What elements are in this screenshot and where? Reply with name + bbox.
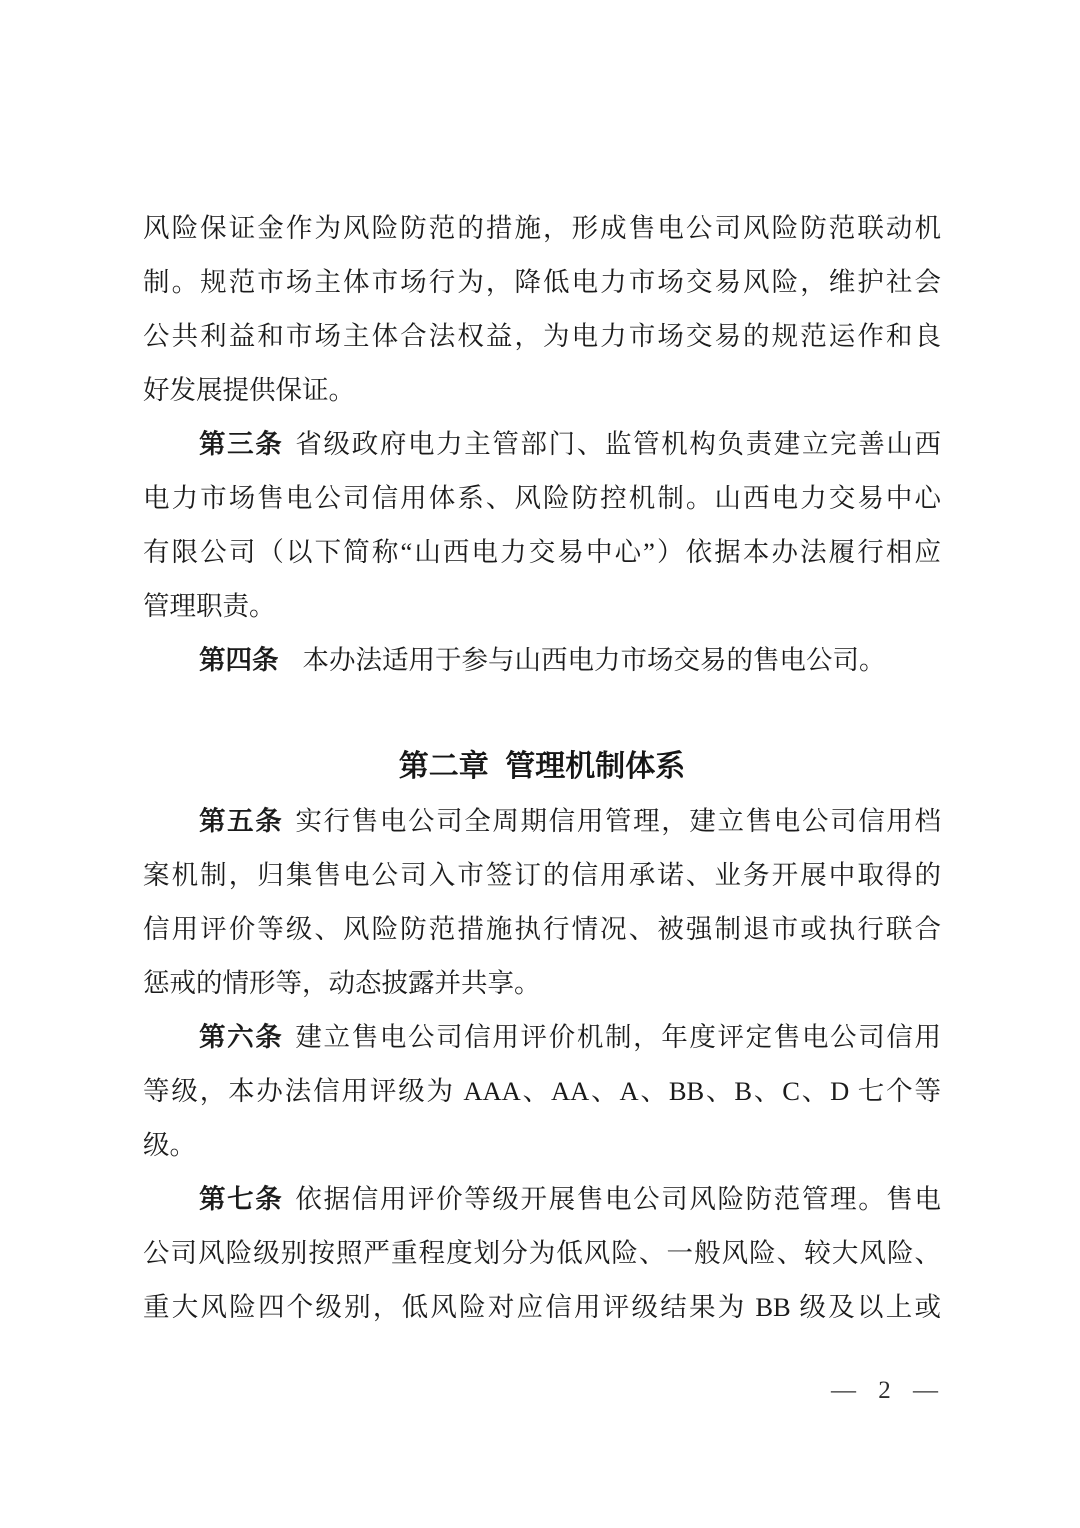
article-5-line-3: 信用评价等级、风险防范措施执行情况、被强制退市或执行联合 [143,914,941,944]
article-3-line-1 [143,417,941,471]
article-6-line-3: 级。 [143,1130,196,1160]
article-7-line-2: 公司风险级别按照严重程度划分为低风险、一般风险、较大风险、 [143,1238,941,1268]
article-5-text-1: 实行售电公司全周期信用管理，建立售电公司信用档 [295,806,942,836]
article-4-text-1: 本办法适用于参与山西电力市场交易的售电公司。 [302,645,886,675]
article-4-number: 第四条 [199,645,279,675]
text-column [143,201,941,1334]
chapter-2-heading [143,740,941,794]
article-7-number: 第七条 [199,1184,284,1214]
chapter-2-title: 管理机制体系 [505,750,686,783]
article-3-line-3: 有限公司（以下简称“山西电力交易中心”）依据本办法履行相应 [143,537,941,567]
article-6-number: 第六条 [199,1022,284,1052]
carryover-line-1: 风险保证金作为风险防范的措施，形成售电公司风险防范联动机 [143,213,941,243]
article-3-line-4: 管理职责。 [143,591,276,621]
article-7-line-1 [143,1172,941,1226]
article-5-line-4: 惩戒的情形等，动态披露并共享。 [143,968,541,998]
article-6-text-1: 建立售电公司信用评价机制，年度评定售电公司信用 [295,1022,942,1052]
carryover-line-3: 公共利益和市场主体合法权益，为电力市场交易的规范运作和良 [143,321,941,351]
article-6-line-1 [143,1010,941,1064]
article-7-line-3: 重大风险四个级别，低风险对应信用评级结果为 BB 级及以上或 [143,1292,941,1322]
article-7-text-1: 依据信用评价等级开展售电公司风险防范管理。售电 [295,1184,942,1214]
carryover-line-2: 制。规范市场主体市场行为，降低电力市场交易风险，维护社会 [143,267,941,297]
article-3-text-1: 省级政府电力主管部门、监管机构负责建立完善山西 [295,429,942,459]
page-number: — 2 — [831,1377,941,1404]
article-4-line-1 [143,633,941,687]
article-5-line-1 [143,794,941,848]
article-3-line-2: 电力市场售电公司信用体系、风险防控机制。山西电力交易中心 [143,483,941,513]
article-5-line-2: 案机制，归集售电公司入市签订的信用承诺、业务开展中取得的 [143,860,941,890]
chapter-2-number: 第二章 [398,750,489,783]
article-3-number: 第三条 [199,429,284,459]
article-5-number: 第五条 [199,806,284,836]
article-6-line-2: 等级，本办法信用评级为 AAA、AA、A、BB、B、C、D 七个等 [143,1076,941,1106]
carryover-line-4: 好发展提供保证。 [143,375,355,405]
